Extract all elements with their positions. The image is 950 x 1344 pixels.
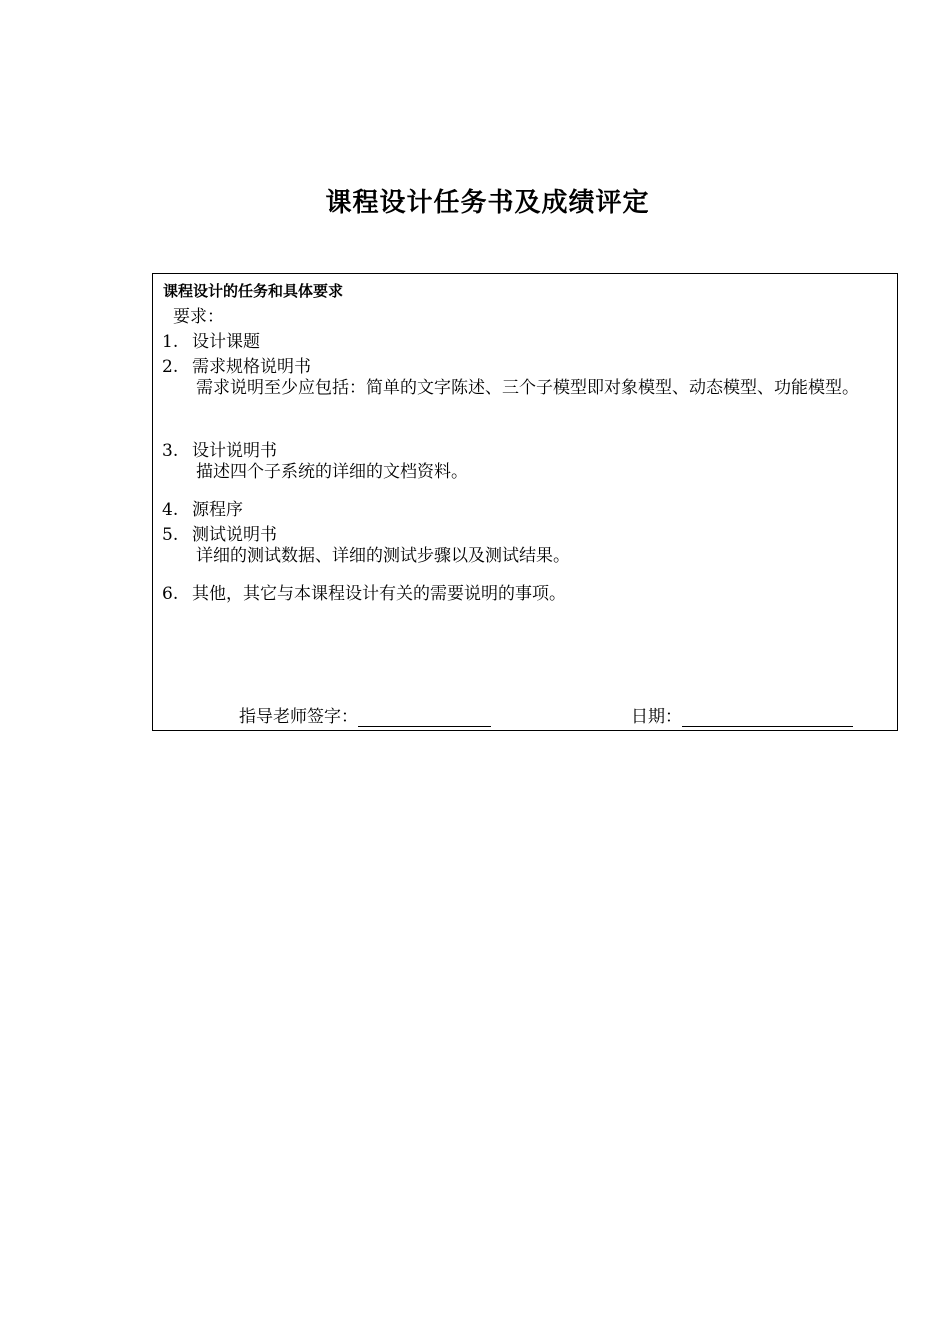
list-item <box>162 579 566 604</box>
date-label: 日期： <box>631 707 682 727</box>
item-text: 测试说明书 <box>192 525 277 545</box>
signature-row <box>239 702 491 727</box>
date-blank-line[interactable] <box>682 708 853 727</box>
page-title: 课程设计任务书及成绩评定 <box>325 188 650 218</box>
signature-blank-line[interactable] <box>358 708 491 727</box>
item-text: 设计课题 <box>192 332 260 352</box>
list-item <box>162 520 277 545</box>
item-number: 1. <box>162 332 179 352</box>
item-description: 详细的测试数据、详细的测试步骤以及测试结果。 <box>196 546 570 566</box>
list-item <box>162 327 260 352</box>
list-item <box>162 436 277 461</box>
task-requirements-box <box>152 273 898 731</box>
item-text: 其他，其它与本课程设计有关的需要说明的事项。 <box>192 584 566 604</box>
list-item <box>162 352 311 377</box>
list-item <box>162 495 243 520</box>
item-number: 6. <box>162 584 179 604</box>
item-number: 3. <box>162 441 179 461</box>
item-number: 4. <box>162 500 179 520</box>
date-row <box>631 702 853 727</box>
item-number: 2. <box>162 357 179 377</box>
item-text: 需求规格说明书 <box>192 357 311 377</box>
item-number: 5. <box>162 525 179 545</box>
signature-label: 指导老师签字： <box>239 707 358 727</box>
section-heading: 课程设计的任务和具体要求 <box>163 282 344 300</box>
item-text: 设计说明书 <box>192 441 277 461</box>
item-description: 描述四个子系统的详细的文档资料。 <box>196 462 468 482</box>
item-text: 源程序 <box>192 500 243 520</box>
item-description: 需求说明至少应包括：简单的文字陈述、三个子模型即对象模型、动态模型、功能模型。 <box>196 378 859 398</box>
requirements-label: 要求： <box>173 307 224 327</box>
